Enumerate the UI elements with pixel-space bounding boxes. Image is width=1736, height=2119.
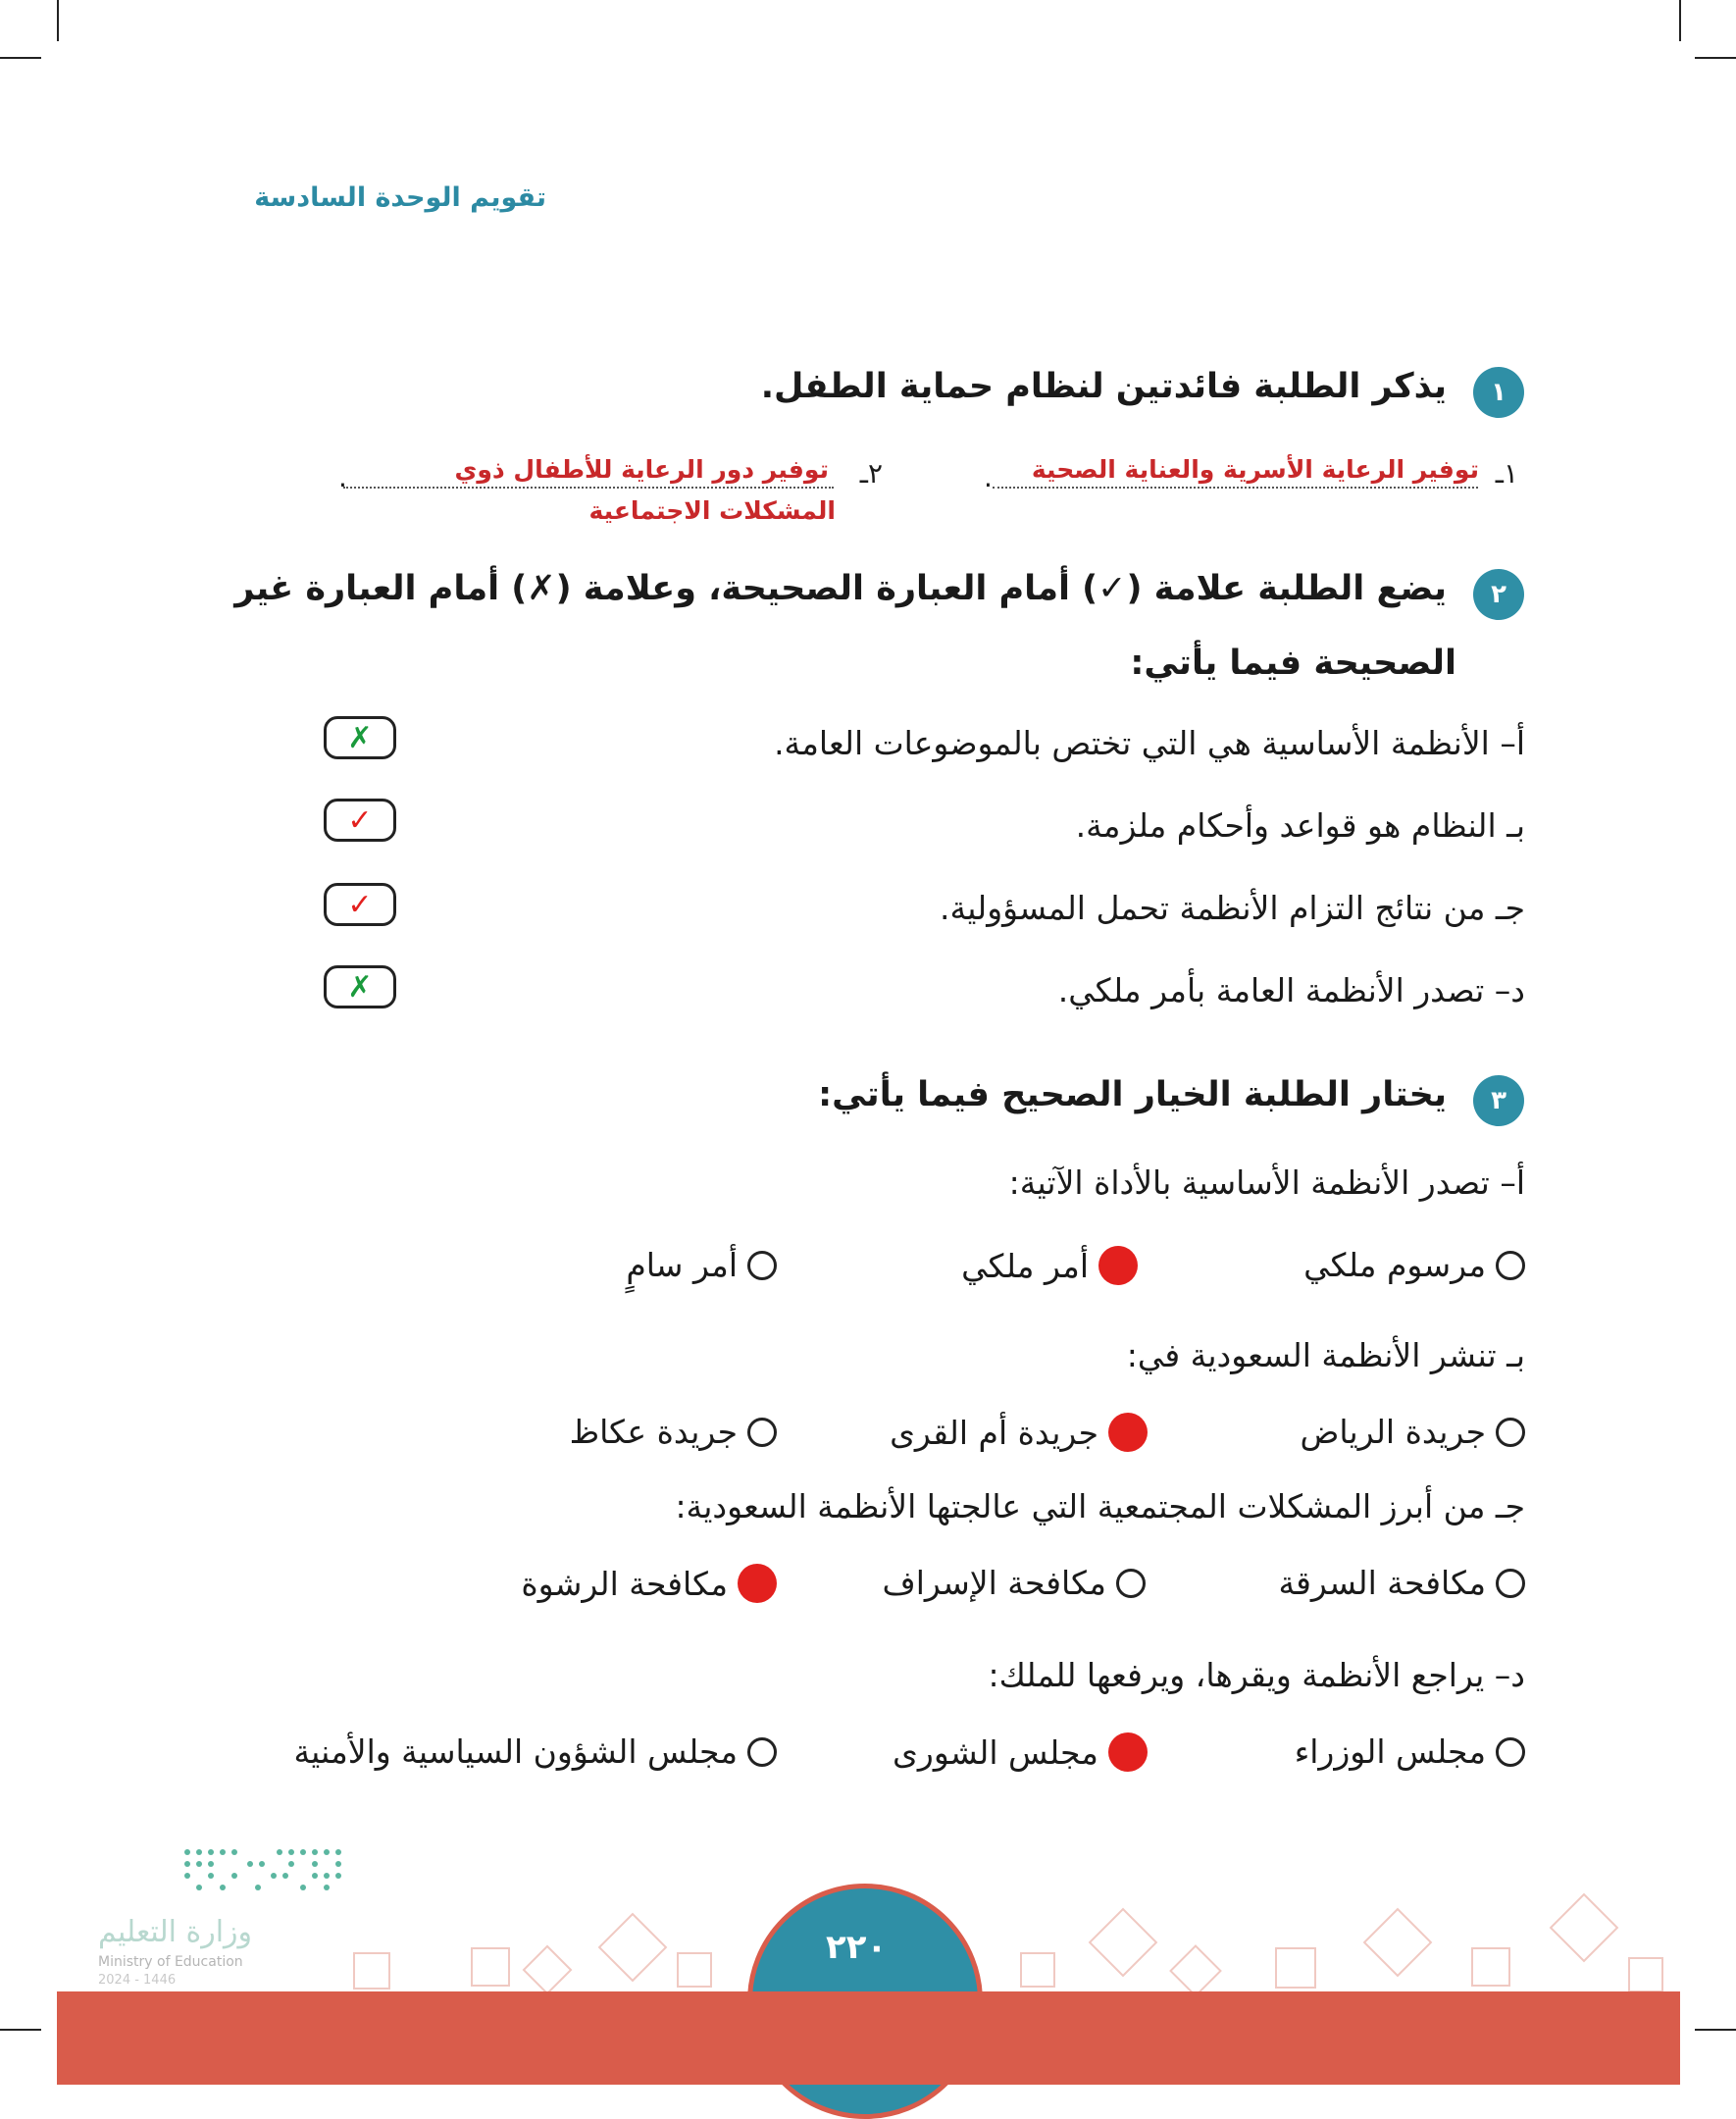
q3b-option-1[interactable]: جريدة الرياض — [1301, 1413, 1525, 1451]
q1-answer2-line1: توفير دور الرعاية للأطفال ذوي — [454, 455, 829, 484]
radio-empty-icon — [747, 1418, 777, 1447]
ministry-name-en: Ministry of Education — [98, 1954, 243, 1970]
radio-empty-icon — [747, 1737, 777, 1767]
page-number: ٢٢٠ — [826, 1928, 888, 1967]
unit-title: تقويم الوحدة السادسة — [254, 182, 546, 213]
answer-line — [343, 487, 834, 489]
question-2-text-line2: الصحيحة فيما يأتي: — [1130, 644, 1456, 683]
x-mark-box: ✗ — [324, 716, 396, 759]
decorative-square — [1275, 1947, 1316, 1989]
period: . — [338, 461, 347, 493]
crop-mark — [1695, 2029, 1736, 2031]
q3b-option-2[interactable]: جريدة أم القرى — [890, 1413, 1148, 1452]
ministry-name-ar: وزارة التعليم — [98, 1915, 253, 1949]
q2-item-b: بـ النظام هو قواعد وأحكام ملزمة. — [1075, 806, 1525, 845]
radio-selected-icon — [1108, 1413, 1148, 1452]
q2-item-c: جـ من نتائج التزام الأنظمة تحمل المسؤولية. — [940, 889, 1525, 927]
q1-answer1: توفير الرعاية الأسرية والعناية الصحية — [1031, 455, 1479, 484]
crop-mark — [1679, 0, 1681, 41]
question-1-badge: ١ — [1473, 367, 1524, 418]
decorative-square — [598, 1913, 668, 1983]
decorative-square — [353, 1952, 390, 1990]
q3d-option-2[interactable]: مجلس الشورى — [893, 1732, 1148, 1772]
q1-answer2-line2: المشكلات الاجتماعية — [588, 496, 836, 525]
ministry-logo-dots — [181, 1846, 348, 1895]
q3c-option-3[interactable]: مكافحة الرشوة — [521, 1564, 777, 1603]
q3-question-a: أ– تصدر الأنظمة الأساسية بالأداة الآتية: — [1008, 1163, 1525, 1202]
check-mark-box: ✓ — [324, 799, 396, 842]
question-2-badge: ٢ — [1473, 569, 1524, 620]
q3c-option-2[interactable]: مكافحة الإسراف — [883, 1564, 1146, 1602]
q1-answer1-num: ١ـ — [1495, 457, 1518, 490]
q2-item-d: د– تصدر الأنظمة العامة بأمر ملكي. — [1057, 971, 1525, 1009]
q3-question-d: د– يراجع الأنظمة ويقرها، ويرفعها للملك: — [988, 1656, 1525, 1694]
check-mark-box: ✓ — [324, 883, 396, 926]
decorative-square — [1628, 1957, 1663, 1992]
decorative-square — [1020, 1952, 1055, 1988]
q3a-option-2[interactable]: أمر ملكي — [961, 1246, 1138, 1285]
decorative-square — [523, 1945, 573, 1995]
decorative-square — [1169, 1944, 1222, 1997]
footer-band — [57, 1991, 1680, 2085]
question-2-text-line1: يضع الطلبة علامة (✓) أمام العبارة الصحيحة، وعلامة (✗) أمام العبارة غير — [234, 569, 1447, 608]
answer-line — [993, 487, 1478, 489]
radio-empty-icon — [1496, 1737, 1525, 1767]
radio-empty-icon — [1496, 1251, 1525, 1280]
crop-mark — [1695, 57, 1736, 59]
question-3-text: يختار الطلبة الخيار الصحيح فيما يأتي: — [818, 1075, 1447, 1114]
radio-empty-icon — [1116, 1569, 1146, 1598]
radio-empty-icon — [1496, 1418, 1525, 1447]
ministry-year: 2024 - 1446 — [98, 1973, 177, 1988]
radio-selected-icon — [1108, 1732, 1148, 1772]
crop-mark — [0, 2029, 41, 2031]
decorative-square — [471, 1947, 510, 1987]
q3d-option-1[interactable]: مجلس الوزراء — [1295, 1732, 1525, 1771]
question-3-badge: ٣ — [1473, 1075, 1524, 1126]
decorative-square — [1471, 1947, 1510, 1987]
q1-answer2-num: ٢ـ — [859, 457, 883, 490]
decorative-square — [677, 1952, 712, 1988]
q2-item-a: أ– الأنظمة الأساسية هي التي تختص بالموضوعات العامة. — [774, 724, 1525, 762]
x-mark-box: ✗ — [324, 965, 396, 1008]
radio-selected-icon — [1098, 1246, 1138, 1285]
q3a-option-1[interactable]: مرسوم ملكي — [1303, 1246, 1525, 1284]
q3b-option-3[interactable]: جريدة عكاظ — [570, 1413, 777, 1451]
radio-empty-icon — [1496, 1569, 1525, 1598]
q3a-option-3[interactable]: أمر سامٍ — [626, 1246, 777, 1284]
q3d-option-3[interactable]: مجلس الشؤون السياسية والأمنية — [293, 1732, 777, 1771]
crop-mark — [0, 57, 41, 59]
radio-selected-icon — [738, 1564, 777, 1603]
radio-empty-icon — [747, 1251, 777, 1280]
decorative-square — [1550, 1893, 1619, 1963]
decorative-square — [1089, 1908, 1158, 1978]
q3c-option-1[interactable]: مكافحة السرقة — [1278, 1564, 1525, 1602]
decorative-square — [1363, 1908, 1433, 1978]
crop-mark — [57, 0, 59, 41]
period: . — [984, 461, 993, 493]
q3-question-c: جـ من أبرز المشكلات المجتمعية التي عالجتها الأنظمة السعودية: — [675, 1487, 1525, 1525]
q3-question-b: بـ تنشر الأنظمة السعودية في: — [1126, 1336, 1525, 1374]
question-1-text: يذكر الطلبة فائدتين لنظام حماية الطفل. — [760, 367, 1447, 406]
